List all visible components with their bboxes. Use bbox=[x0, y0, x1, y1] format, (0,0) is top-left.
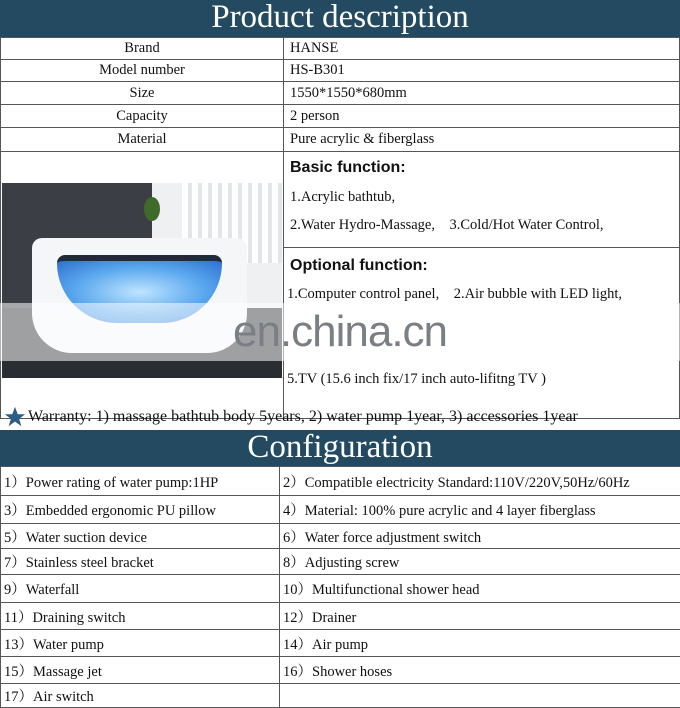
table-row bbox=[1, 657, 680, 684]
config-item: 4）Material: 100% pure acrylic and 4 layer fiberglass bbox=[280, 496, 680, 524]
basic-function-title: Basic function: bbox=[290, 159, 406, 177]
table-row bbox=[1, 575, 680, 603]
config-item: 3）Embedded ergonomic PU pillow bbox=[1, 496, 280, 524]
spec-row-size bbox=[1, 82, 680, 105]
config-item: 17）Air switch bbox=[1, 684, 280, 708]
optional-function-line: 1.Computer control panel, 2.Air bubble with LED light, bbox=[287, 286, 622, 303]
spec-label: Size bbox=[1, 82, 284, 105]
config-item: 11）Draining switch bbox=[1, 603, 280, 630]
config-item: 15）Massage jet bbox=[1, 657, 280, 684]
page-title: Product description bbox=[211, 0, 469, 35]
basic-function-line: 1.Acrylic bathtub, bbox=[290, 189, 395, 206]
config-item: 16）Shower hoses bbox=[280, 657, 680, 684]
table-row bbox=[1, 524, 680, 549]
table-row bbox=[1, 684, 680, 708]
spec-row-brand bbox=[1, 38, 680, 60]
watermark: en.china.cn bbox=[0, 303, 680, 361]
warranty-text: Warranty: 1) massage bathtub body 5years, 2) water pump 1year, 3) accessories 1year bbox=[28, 408, 578, 425]
config-item: 13）Water pump bbox=[1, 630, 280, 657]
config-item: 7）Stainless steel bracket bbox=[1, 549, 280, 575]
config-item: 10）Multifunctional shower head bbox=[280, 575, 680, 603]
star-icon bbox=[4, 406, 26, 428]
spec-value: 1550*1550*680mm bbox=[284, 82, 680, 105]
spec-label: Material bbox=[1, 128, 284, 152]
config-item bbox=[280, 684, 680, 708]
spec-value: HANSE bbox=[284, 38, 680, 60]
spec-row-model bbox=[1, 60, 680, 82]
spec-label: Brand bbox=[1, 38, 284, 60]
config-item: 1）Power rating of water pump:1HP bbox=[1, 467, 280, 496]
spec-label: Model number bbox=[1, 60, 284, 82]
config-item: 8）Adjusting screw bbox=[280, 549, 680, 575]
config-item: 12）Drainer bbox=[280, 603, 680, 630]
spec-row-capacity bbox=[1, 105, 680, 128]
optional-function-line: 5.TV (15.6 inch fix/17 inch auto-lifitng TV ) bbox=[287, 371, 546, 388]
spec-label: Capacity bbox=[1, 105, 284, 128]
config-item: 2）Compatible electricity Standard:110V/220V,50Hz/60Hz bbox=[280, 467, 680, 496]
spec-row-functions bbox=[1, 152, 680, 419]
basic-function-section bbox=[284, 152, 679, 248]
configuration-title: Configuration bbox=[247, 429, 432, 465]
table-row bbox=[1, 467, 680, 496]
warranty-line bbox=[0, 403, 680, 430]
product-photo-cell bbox=[1, 152, 284, 419]
configuration-banner bbox=[0, 430, 680, 466]
config-item: 14）Air pump bbox=[280, 630, 680, 657]
table-row bbox=[1, 549, 680, 575]
spec-value: Pure acrylic & fiberglass bbox=[284, 128, 680, 152]
spec-table bbox=[0, 37, 680, 419]
spec-value: 2 person bbox=[284, 105, 680, 128]
spec-row-material bbox=[1, 128, 680, 152]
product-description-banner bbox=[0, 0, 680, 37]
optional-function-title: Optional function: bbox=[290, 257, 428, 275]
config-item: 9）Waterfall bbox=[1, 575, 280, 603]
functions-cell bbox=[284, 152, 680, 419]
config-item: 5）Water suction device bbox=[1, 524, 280, 549]
configuration-table bbox=[0, 466, 680, 708]
config-item: 6）Water force adjustment switch bbox=[280, 524, 680, 549]
basic-function-line: 2.Water Hydro-Massage, 3.Cold/Hot Water Control, bbox=[290, 217, 604, 234]
spec-value: HS-B301 bbox=[284, 60, 680, 82]
table-row bbox=[1, 603, 680, 630]
table-row bbox=[1, 496, 680, 524]
table-row bbox=[1, 630, 680, 657]
